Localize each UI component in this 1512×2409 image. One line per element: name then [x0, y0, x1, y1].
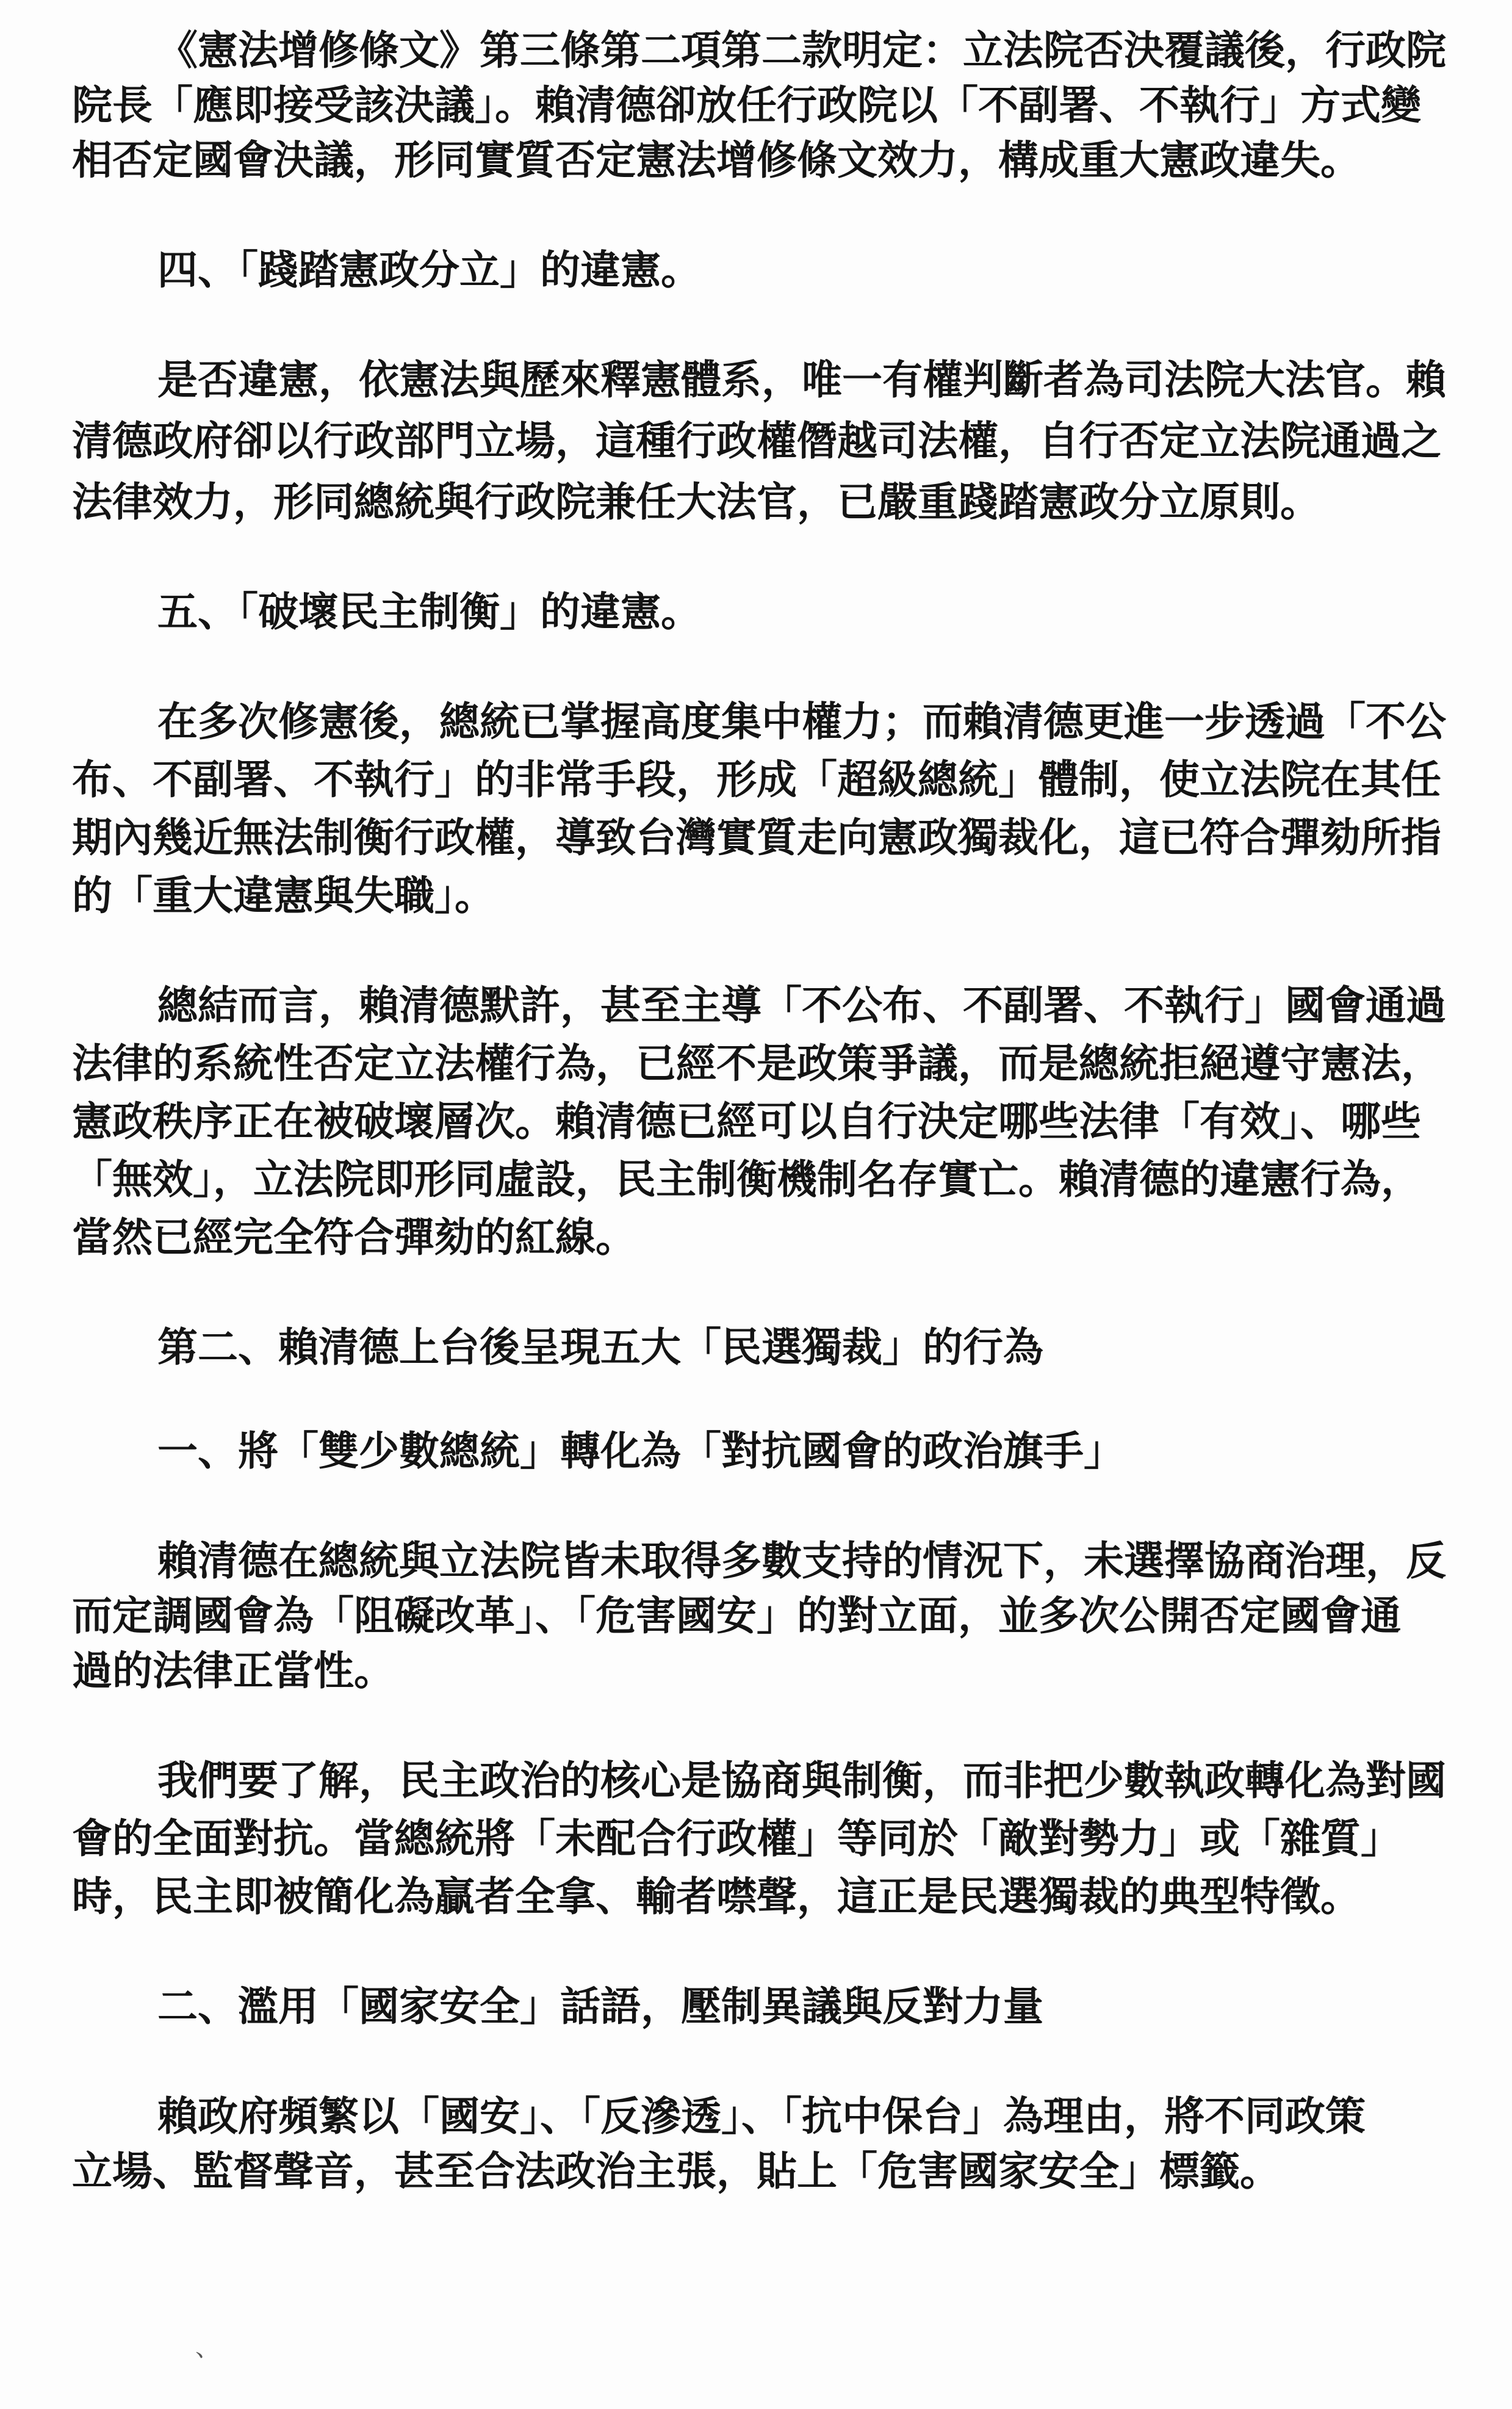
heading-text: 二、濫用「國家安全」話語，壓制異議與反對力量 [157, 1983, 1043, 2030]
text-line: 院長「應即接受該決議」。賴清德卻放任行政院以「不副署、不執行」方式變 [72, 82, 1421, 129]
text-line: 《憲法增修條文》第三條第二項第二款明定：立法院否決覆議後，行政院 [157, 27, 1446, 74]
text-line: 當然已經完全符合彈劾的紅線。 [72, 1214, 636, 1261]
text-line: 布、不副署、不執行」的非常手段，形成「超級總統」體制，使立法院在其任 [72, 756, 1441, 803]
text-line: 賴政府頻繁以「國安」、「反滲透」、「抗中保台」為理由，將不同政策 [157, 2093, 1366, 2140]
text-line: 過的法律正當性。 [72, 1647, 394, 1694]
heading-text: 一、將「雙少數總統」轉化為「對抗國會的政治旗手」 [157, 1428, 1124, 1475]
text-line: 相否定國會決議，形同實質否定憲法增修條文效力，構成重大憲政違失。 [72, 137, 1361, 184]
text-line: 憲政秩序正在被破壞層次。賴清德已經可以自行決定哪些法律「有效」、哪些 [72, 1098, 1421, 1145]
text-line: 賴清德在總統與立法院皆未取得多數支持的情況下，未選擇協商治理，反 [157, 1537, 1446, 1584]
heading-text: 五、「破壞民主制衡」的違憲。 [157, 588, 701, 635]
text-line: 總結而言，賴清德默許，甚至主導「不公布、不副署、不執行」國會通過 [157, 982, 1446, 1029]
text-line: 法律效力，形同總統與行政院兼任大法官，已嚴重踐踏憲政分立原則。 [72, 479, 1320, 526]
text-line: 法律的系統性否定立法權行為，已經不是政策爭議，而是總統拒絕遵守憲法， [72, 1040, 1441, 1087]
heading-text: 第二、賴清德上台後呈現五大「民選獨裁」的行為 [157, 1324, 1043, 1371]
text-line: 期內幾近無法制衡行政權，導致台灣實質走向憲政獨裁化，這已符合彈劾所指 [72, 814, 1441, 861]
text-line: 而定調國會為「阻礙改革」、「危害國安」的對立面，並多次公開否定國會通 [72, 1592, 1401, 1639]
text-line: 清德政府卻以行政部門立場，這種行政權僭越司法權，自行否定立法院通過之 [72, 417, 1441, 464]
text-line: 在多次修憲後，總統已掌握高度集中權力；而賴清德更進一步透過「不公 [157, 698, 1446, 745]
text-line: 時，民主即被簡化為贏者全拿、輸者噤聲，這正是民選獨裁的典型特徵。 [72, 1873, 1361, 1920]
text-line: 立場、監督聲音，甚至合法政治主張，貼上「危害國家安全」標籤。 [72, 2148, 1280, 2195]
heading-text: 四、「踐踏憲政分立」的違憲。 [157, 247, 701, 294]
stray-mark: 、 [195, 2334, 220, 2362]
text-line: 是否違憲，依憲法與歷來釋憲體系，唯一有權判斷者為司法院大法官。賴 [157, 356, 1446, 403]
text-line: 會的全面對抗。當總統將「未配合行政權」等同於「敵對勢力」或「雜質」 [72, 1815, 1401, 1862]
text-line: 「無效」，立法院即形同虛設，民主制衡機制名存實亡。賴清德的違憲行為， [72, 1156, 1421, 1203]
text-line: 我們要了解，民主政治的核心是協商與制衡，而非把少數執政轉化為對國 [157, 1757, 1446, 1804]
text-line: 的「重大違憲與失職」。 [72, 872, 495, 919]
